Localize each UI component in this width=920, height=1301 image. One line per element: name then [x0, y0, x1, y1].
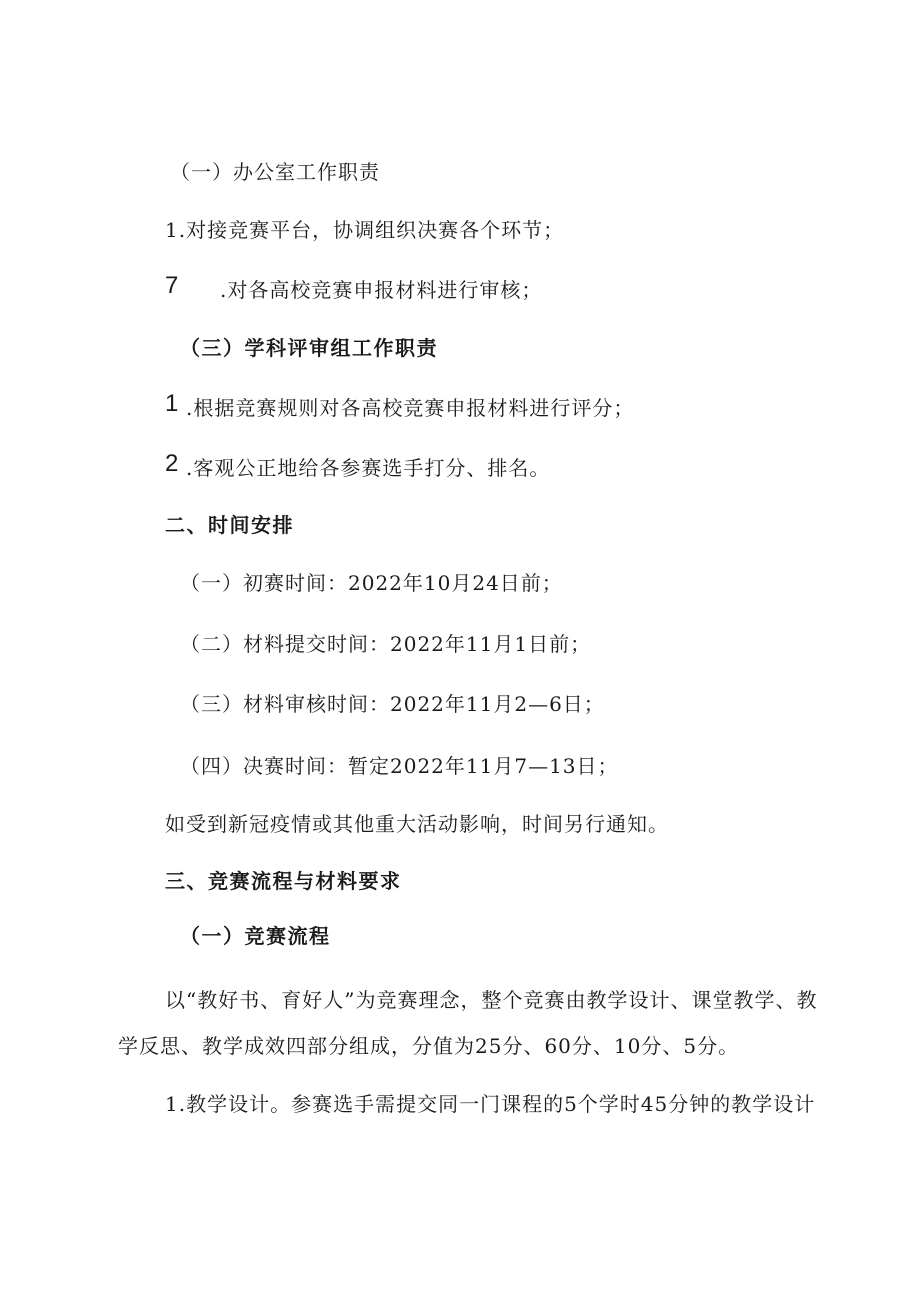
list-item: 1.对接竞赛平台，协调组织决赛各个环节； [165, 218, 565, 242]
paragraph-line: 1.教学设计。参赛选手需提交同一门课程的5个学时45分钟的教学设计 [165, 1092, 816, 1116]
schedule-item: （三）材料审核时间：2022年11月2—6日； [180, 692, 605, 716]
schedule-item: （四）决赛时间：暂定2022年11月7—13日； [180, 754, 619, 778]
paragraph-line: 以“教好书、育好人”为竞赛理念，整个竞赛由教学设计、课堂教学、教 [165, 988, 818, 1012]
paragraph: 如受到新冠疫情或其他重大活动影响，时间另行通知。 [165, 812, 669, 836]
section-heading-schedule: 二、时间安排 [165, 513, 294, 537]
list-item-number: 7 [165, 272, 179, 299]
schedule-item: （二）材料提交时间：2022年11月1日前； [180, 632, 592, 656]
schedule-item: （一）初赛时间：2022年10月24日前； [180, 571, 563, 595]
subsection-heading-process: （一）竞赛流程 [180, 924, 331, 948]
list-item: .客观公正地给各参赛选手打分、排名。 [186, 456, 551, 480]
section-heading-office-duties: （一）办公室工作职责 [170, 160, 380, 184]
list-item-number: 1 [165, 390, 179, 417]
list-item: .对各高校竞赛申报材料进行审核； [220, 278, 543, 302]
section-heading-review-group-duties: （三）学科评审组工作职责 [180, 336, 438, 360]
list-item: .根据竞赛规则对各高校竞赛申报材料进行评分； [186, 396, 635, 420]
paragraph-line: 学反思、教学成效四部分组成，分值为25分、60分、10分、5分。 [118, 1034, 740, 1058]
section-heading-process: 三、竞赛流程与材料要求 [165, 869, 402, 893]
list-item-number: 2 [165, 450, 179, 477]
